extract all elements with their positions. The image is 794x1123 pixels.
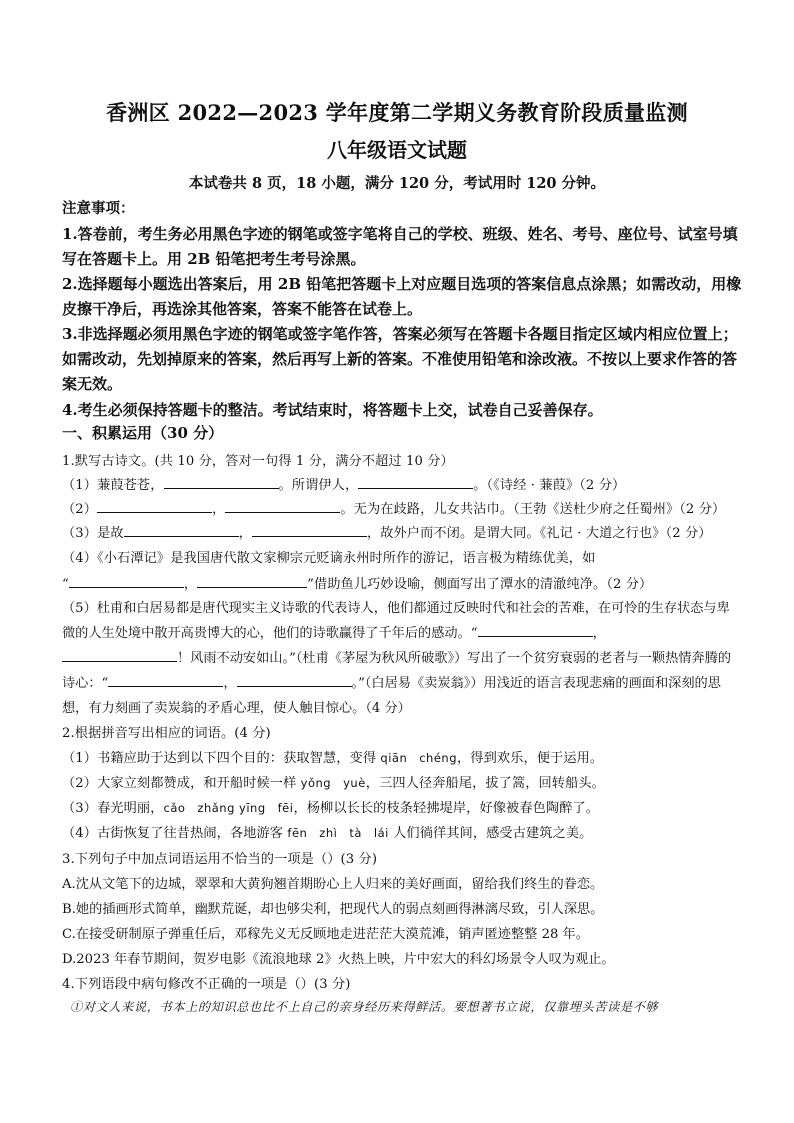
q1-line-2: （2） ， 。无为在歧路，儿女共沾巾。（王勃《送杜少府之任蜀州》（2 分）	[62, 498, 742, 517]
answer-blank[interactable]	[164, 474, 279, 489]
answer-blank[interactable]	[62, 647, 177, 662]
answer-blank[interactable]	[252, 522, 367, 537]
notice-item-2: 2.选择题每小题选出答案后，用 2B 铅笔把答题卡上对应题目选项的答案信息点涂黑；如需改动，用橡皮擦干净后，再选涂其他答案，答案不能答在试卷上。	[62, 275, 742, 318]
answer-blank[interactable]	[197, 573, 307, 588]
notice-item-3: 3.非选择题必须用黑色字迹的钢笔或签字笔作答，答案必须写在答题卡各题目指定区域内相应位置上；如需改动，先划掉原来的答案，然后再写上新的答案。不准使用铅笔和涂改液。不按以上要求作答的答案无效。	[62, 325, 738, 393]
q3-option-c[interactable]: C.在接受研制原子弹重任后，邓稼先义无反顾地走进茫茫大漠荒滩，销声匿迹整整 28 年。	[62, 927, 589, 942]
pinyin: cǎo zhǎng yīng fēi	[163, 801, 294, 815]
q2-item-4: （4）古街恢复了往昔热闹，各地游客 fēn zhì tà lái 人们徜徉其间，感受古建筑之美。	[62, 826, 593, 841]
pinyin: yǒng yuè	[300, 776, 366, 790]
answer-blank[interactable]	[97, 498, 212, 513]
exam-subtitle: 八年级语文试题	[327, 138, 467, 162]
q2-stem: 2.根据拼音写出相应的词语。(4 分)	[62, 726, 271, 741]
answer-blank[interactable]	[478, 622, 593, 637]
q2-item-3: （3）春光明丽，cǎo zhǎng yīng fēi，杨柳以长长的枝条轻拂堤岸，好像被春色陶醉了。	[62, 801, 600, 816]
q3-option-d[interactable]: D.2023 年春节期间，贺岁电影《流浪地球 2》火热上映，片中宏大的科幻场景令人叹为观止。	[62, 952, 615, 967]
q3-option-b[interactable]: B.她的插画形式简单，幽默荒诞，却也够尖利，把现代人的弱点刻画得淋漓尽致，引人深思。	[62, 902, 604, 917]
q1-line-1: （1）蒹葭苍苍， 。所谓伊人， 。（《诗经 · 蒹葭》（2 分）	[62, 474, 742, 493]
answer-blank[interactable]	[108, 672, 223, 687]
exam-info: 本试卷共 8 页，18 小题，满分 120 分，考试用时 120 分钟。	[188, 175, 606, 192]
answer-blank[interactable]	[124, 522, 239, 537]
notice-heading: 注意事项：	[62, 200, 135, 217]
q4-stem: 4.下列语段中病句修改不正确的一项是（）(3 分)	[62, 977, 351, 992]
notice-item-1: 1.答卷前，考生务必用黑色字迹的钢笔或签字笔将自己的学校、班级、姓名、考号、座位号、试室号填写在答题卡上。用 2B 铅笔把考生考号涂黑。	[62, 225, 738, 268]
pinyin: fēn zhì tà lái	[287, 826, 389, 840]
notice-item-4: 4.考生必须保持答题卡的整洁。考试结束时，将答题卡上交，试卷自己妥善保存。	[62, 401, 603, 419]
q2-item-2: （2）大家立刻都赞成，和开船时候一样 yǒng yuè，三四人径奔船尾，拔了篙，回转船头。	[62, 776, 605, 791]
q1-line-4: （4）《小石潭记》是我国唐代散文家柳宗元贬谪永州时所作的游记，语言极为精练优美，如	[62, 551, 596, 566]
exam-title: 香洲区 2022—2023 学年度第二学期义务教育阶段质量监测	[106, 100, 688, 125]
q1-line-4b: “ ， ”借助鱼儿巧妙设喻，侧面写出了潭水的清澈纯净。（2 分）	[62, 573, 742, 592]
section-1-heading: 一、积累运用（30 分）	[62, 424, 224, 442]
q3-option-a[interactable]: A.沈从文笔下的边城，翠翠和大黄狗翘首期盼心上人归来的美好画面，留给我们终生的眷恋。	[62, 877, 604, 892]
answer-blank[interactable]	[358, 474, 473, 489]
q1-line-5: （5）杜甫和白居易都是唐代现实主义诗歌的代表诗人，他们都通过反映时代和社会的苦难，在可怜的生存状态与卑微的人生处境中散开高贵博大的心，他们的诗歌赢得了千年后的感动。“ ， ！风雨不动安如山。”（杜甫《茅屋为秋风所破歌》）写出了一个贫穷衰弱的老者与一颗热情奔腾的诗心：“ ， 。”（白居易《卖炭翁》）用浅近的语言表现悲痛的画面和深刻的思想，有力刻画了卖炭翁的矛盾心理，使人触目惊心。（4 分）	[62, 601, 732, 716]
q2-item-1: （1）书籍应助于达到以下四个目的：获取智慧，变得 qiān chéng，得到欢乐，便于运用。	[62, 751, 604, 766]
q1-stem: 1.默写古诗文。(共 10 分，答对一句得 1 分，满分不超过 10 分）	[62, 454, 454, 469]
answer-blank[interactable]	[69, 573, 184, 588]
answer-blank[interactable]	[225, 498, 340, 513]
q4-passage: ①对文人来说，书本上的知识总也比不上自己的亲身经历来得鲜活。要想著书立说，仅靠埋头苦读是不够	[70, 1000, 659, 1014]
q1-line-3: （3）是故 ， ，故外户而不闭。是谓大同。《礼记 · 大道之行也》（2 分）	[62, 522, 742, 541]
pinyin: qiān chéng	[380, 751, 458, 765]
q3-stem: 3.下列句子中加点词语运用不恰当的一项是（）(3 分)	[62, 852, 378, 867]
answer-blank[interactable]	[237, 672, 352, 687]
